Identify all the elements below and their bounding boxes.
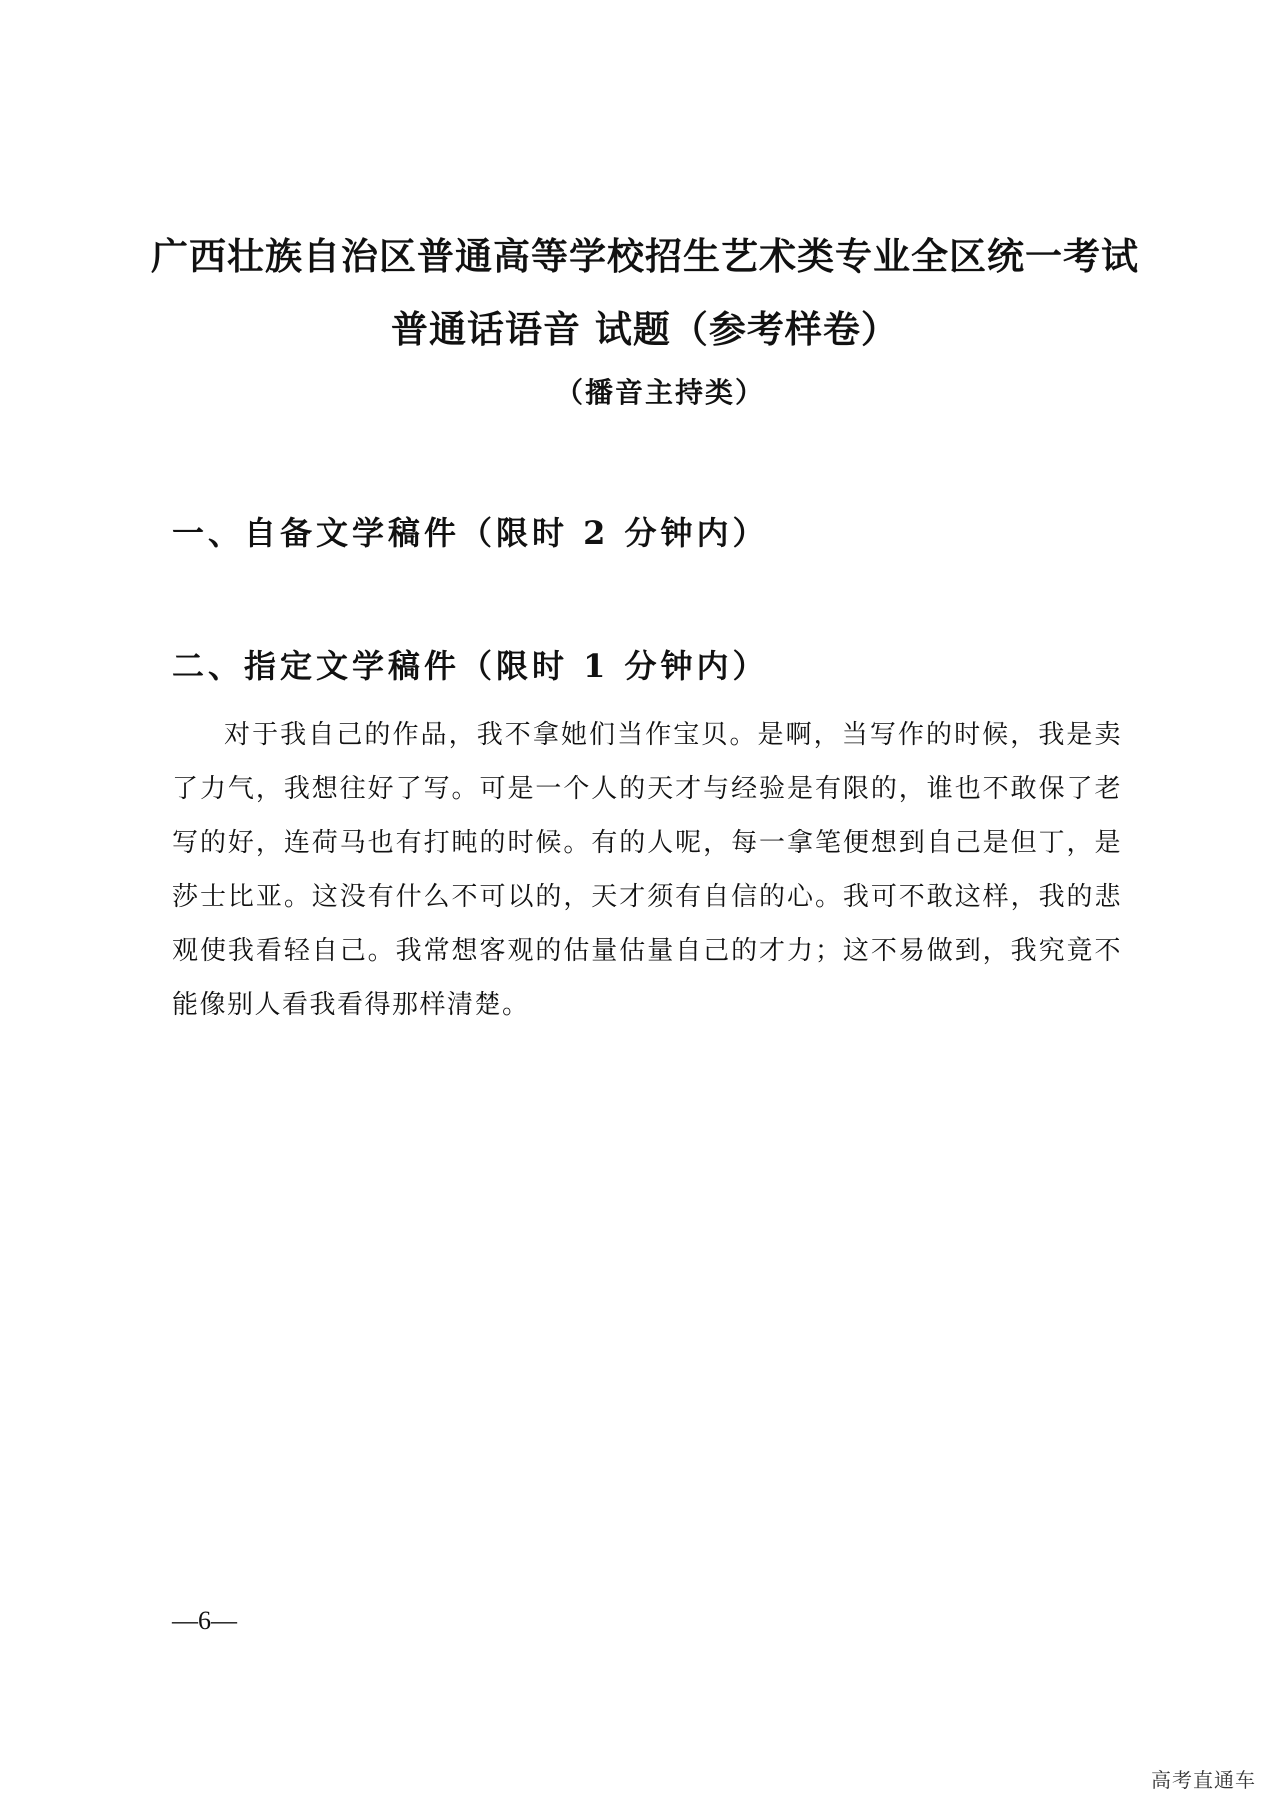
section-heading-1: 一、自备文学稿件（限时 2 分钟内）	[172, 514, 769, 552]
watermark-text: 高考直通车	[1151, 1768, 1256, 1792]
section-heading-2: 二、指定文学稿件（限时 1 分钟内）	[172, 647, 769, 685]
document-title-line-2: 普通话语音 试题（参考样卷）	[391, 307, 899, 351]
document-subtitle: （播音主持类）	[554, 376, 765, 409]
document-title-line-1: 广西壮族自治区普通高等学校招生艺术类专业全区统一考试	[151, 234, 1139, 278]
section-2-body-paragraph: 对于我自己的作品，我不拿她们当作宝贝。是啊，当写作的时候，我是卖了力气，我想往好了写。可是一个人的天才与经验是有限的，谁也不敢保了老写的好，连荷马也有打盹的时候。有的人呢，每一拿笔便想到自己是但丁，是莎士比亚。这没有什么不可以的，天才须有自信的心。我可不敢这样，我的悲观使我看轻自己。我常想客观的估量估量自己的才力；这不易做到，我究竟不能像别人看我看得那样清楚。	[172, 720, 1122, 1020]
page-number: —6—	[172, 1606, 237, 1635]
